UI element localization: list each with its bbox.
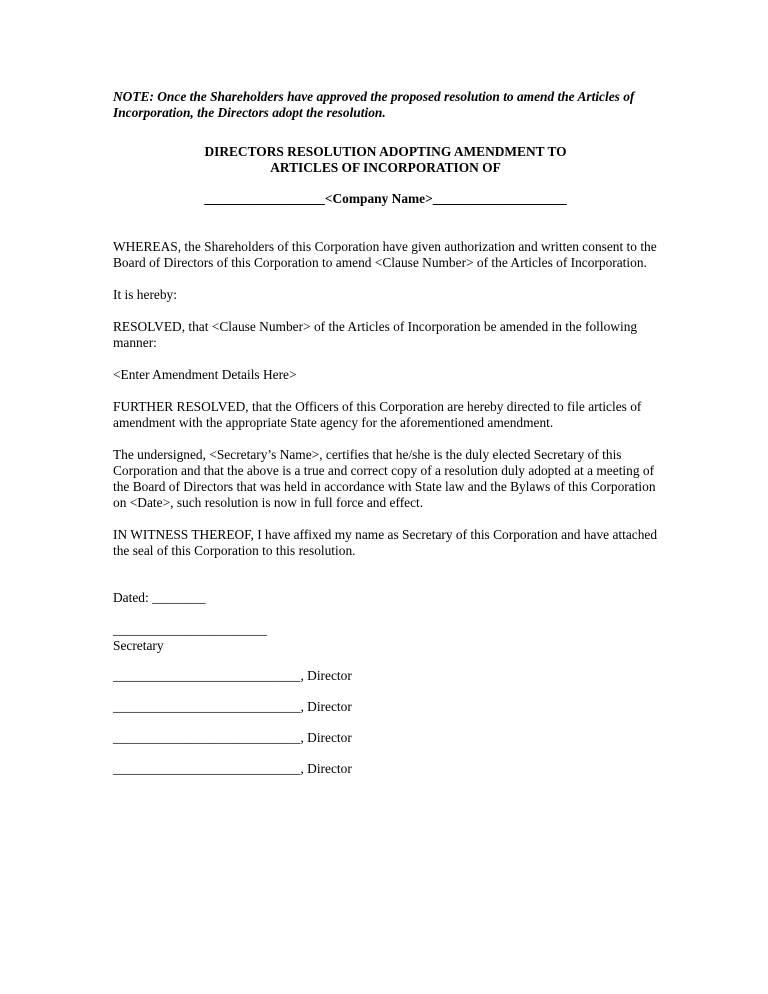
secretary-label: Secretary [113, 638, 164, 653]
director-signature-line: ____________________________, Director [113, 668, 352, 683]
further-resolved-paragraph: FURTHER RESOLVED, that the Officers of this Corporation are hereby directed to file articles of amendment with the appropriate State agency for the aforementioned amendment. [113, 399, 642, 430]
dated-line: Dated: ________ [113, 590, 206, 605]
instruction-note: NOTE: Once the Shareholders have approved the proposed resolution to amend the Articles of Incorporation, the Directors adopt the resolution. [113, 89, 635, 120]
secretary-signature-block [113, 622, 658, 654]
director-signature-line: ____________________________, Director [113, 699, 352, 714]
whereas-paragraph: WHEREAS, the Shareholders of this Corporation have given authorization and written consent to the Board of Directors of this Corporation to amend <Clause Number> of the Articles of Incorporation. [113, 239, 657, 270]
resolved-paragraph: RESOLVED, that <Clause Number> of the Articles of Incorporation be amended in the following manner: [113, 319, 638, 350]
secretary-signature-line: _______________________ [113, 622, 267, 637]
document-title [113, 144, 658, 176]
director-signature-line: ____________________________, Director [113, 761, 352, 776]
director-signature-line: ____________________________, Director [113, 730, 352, 745]
company-name-line: __________________<Company Name>____________________ [204, 191, 567, 206]
hereby-paragraph: It is hereby: [113, 287, 177, 302]
document-content [113, 89, 658, 777]
amendment-placeholder: <Enter Amendment Details Here> [113, 367, 297, 382]
certification-paragraph: The undersigned, <Secretary’s Name>, certifies that he/she is the duly elected Secretary of this Corporation and that the above is a true and correct copy of a resolution duly adopted at a meeting of the Board of Directors that was held in accordance with State law and the Bylaws of this Corporation on <Date>, such resolution is now in full force and effect. [113, 447, 656, 510]
witness-paragraph: IN WITNESS THEREOF, I have affixed my name as Secretary of this Corporation and have attached the seal of this Corporation to this resolution. [113, 527, 658, 558]
title-line-2: ARTICLES OF INCORPORATION OF [270, 160, 501, 175]
title-line-1: DIRECTORS RESOLUTION ADOPTING AMENDMENT TO [204, 144, 567, 159]
